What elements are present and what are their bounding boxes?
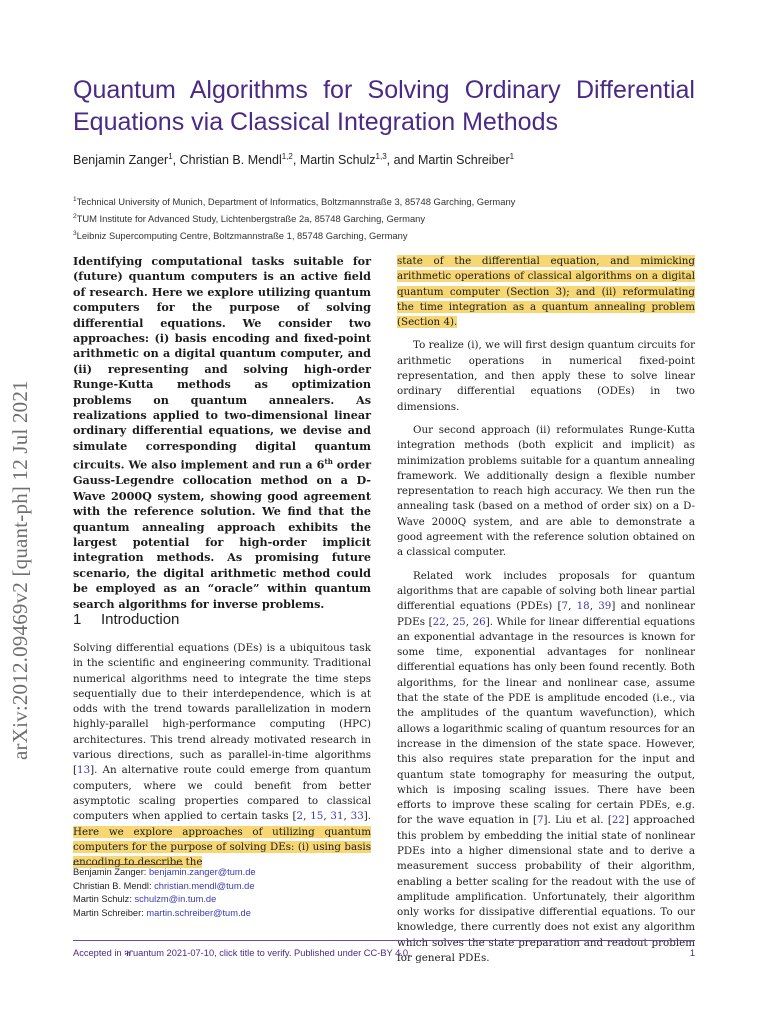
- email-owner: Martin Schreiber:: [73, 907, 144, 918]
- body-paragraph: Related work includes proposals for quantum algorithms that are capable of solving both linear partial differential equations (PDEs) [7, 18, 39] and nonlinear PDEs [22, 25, 26]. While for linear differential equations an exponential advantage in the resources is known for some time, exponential advantages for nonlinear differential equations has only been found recently. Both algorithms, for the linear and nonlinear case, assume that the state of the PDE is amplitude encoded (i.e., via the amplitudes of the quantum wavefunction), which allows a logarithmic scaling of quantum resources for an increase in the dimension of the state space. However, this also requires state preparation for the input and quantum state tomography for measuring the output, which is imposing scaling issues. There have been efforts to improve these scaling for certain PDEs, e.g. for the wave equation in [7]. Liu et al. [22] approached this problem by embedding the initial state of nonlinear PDEs into a higher dimensional state and to derive a measurement success probability of their algorithm, enabling a better scaling for the readout with the use of amplitude amplification. Unfortunately, their algorithm only works for dissipative differential equations. To our knowledge, there currently does not exist any algorithm which solves the state preparation and readout problem for general PDEs.: [397, 569, 696, 965]
- abstract-text: Identifying computational tasks suitable for (future) quantum computers is an active field of research. Here we explore utilizing quantum computers for the purpose of solving differential equations. We consider two approaches: (i) basis encoding and fixed-point arithmetic on a digital quantum computer, and (ii) representing and solving high-order Runge-Kutta methods as optimization problems on quantum annealers. As realizations applied to two-dimensional linear ordinary differential equations, we devise and simulate corresponding digital quantum circuits. We also implement and run a 6: [73, 254, 371, 473]
- email-line: [73, 893, 371, 907]
- author-affil-sup: 1: [509, 152, 515, 161]
- highlighted-text: Here we explore approaches of utilizing quantum computers for the purpose of solving DEs: (i) using basis encoding to describe the: [73, 825, 371, 869]
- section-title: Introduction: [101, 611, 180, 628]
- author-affil-sup: 1,2: [281, 152, 293, 161]
- abstract-text-cont: order Gauss-Legendre collocation method on a D-Wave 2000Q system, showing good agreement with the reference solution. We find that the quantum annealing approach exhibits the largest potential for high-order implicit integration methods. As promising future scenario, the digital arithmetic method could be employed as an “oracle” within quantum search algorithms for inverse problems.: [73, 458, 371, 611]
- citation-link[interactable]: 7: [536, 814, 544, 827]
- email-link[interactable]: martin.schreiber@tum.de: [146, 907, 251, 918]
- email-link[interactable]: christian.mendl@tum.de: [154, 880, 255, 891]
- section-heading: [73, 611, 371, 628]
- page-number: 1: [689, 948, 695, 958]
- affiliation-line: [73, 209, 695, 226]
- citation-link[interactable]: 39: [598, 600, 612, 613]
- email-link[interactable]: benjamin.zanger@tum.de: [148, 867, 256, 877]
- author-affil-sup: 1,3: [375, 152, 387, 161]
- body-text: Solving differential equations (DEs) is a ubiquitous task in the scientific and engineering community. Traditional numerical algorithms need to integrate the time steps sequentially due to their interdependence, which is at odds with the trend towards parallelization in modern highly-parallel high-performance computing (HPC) architectures. This trend already motivated research in various directions, such as parallel-in-time algorithms [: [73, 642, 371, 777]
- citation-link[interactable]: 22: [611, 814, 625, 827]
- email-owner: Benjamin Zanger:: [73, 867, 147, 877]
- footnote-rule: [73, 864, 183, 865]
- affil-sup: 1: [73, 196, 77, 203]
- affiliations: [73, 192, 695, 243]
- arxiv-identifier: arXiv:2012.09469v2 [quant-ph] 12 Jul 2021: [8, 380, 32, 760]
- body-text: ]. Liu et al. [: [543, 814, 612, 827]
- citation-link[interactable]: 25: [452, 615, 466, 628]
- paper-title[interactable]: Quantum Algorithms for Solving Ordinary Differential Equations via Classical Integration Methods: [73, 76, 695, 136]
- author-name: Martin Schulz: [299, 153, 376, 168]
- footer-rule: [73, 940, 695, 941]
- abstract-sup: th: [324, 457, 333, 467]
- citation-link[interactable]: 26: [472, 615, 486, 628]
- intro-paragraph: Solving differential equations (DEs) is a ubiquitous task in the scientific and engineering community. Traditional numerical algorithms need to integrate the time steps sequentially due to their interdependence, which is at odds with the trend towards parallelization in modern highly-parallel high-performance computing (HPC) architectures. This trend already motivated research in various directions, such as parallel-in-time algorithms [13]. An alternative route could emerge from quantum computers, where we could benefit from better asymptotic scaling properties compared to classical computers when applied to certain tasks [2, 15, 31, 33]. Here we explore approaches of utilizing quantum computers for the purpose of solving DEs: (i) using basis encoding to describe the: [73, 642, 372, 869]
- body-text: ]. An alternative route could emerge from quantum computers, where we could benefit from better asymptotic scaling properties compared to classical computers when applied to certain tasks [: [73, 764, 371, 823]
- body-text: ] and nonlinear PDEs [: [397, 600, 696, 628]
- affiliation-line: [73, 192, 695, 209]
- email-link[interactable]: schulzm@in.tum.de: [134, 894, 217, 904]
- citation-link[interactable]: 18: [576, 600, 590, 613]
- highlighted-text: state of the differential equation, and mimicking arithmetic operations of classical algorithms on a digital quantum computer (Section 3); and (ii) reformulating the time integration as a quantum annealing problem (Section 4).: [397, 255, 695, 329]
- citation-link[interactable]: 13: [77, 764, 91, 777]
- body-text: Related work includes proposals for quantum algorithms that are capable of solving both linear partial differential equations (PDEs) [: [397, 569, 695, 613]
- continued-paragraph: [397, 254, 695, 330]
- citation-link[interactable]: 33: [350, 810, 364, 823]
- affiliation-line: [73, 226, 695, 243]
- citation-link[interactable]: 7: [561, 600, 569, 613]
- affil-text: Technical University of Munich, Department of Informatics, Boltzmannstraße 3, 85748 Garching, Germany: [76, 196, 516, 208]
- author-name: Christian B. Mendl: [179, 153, 282, 168]
- body-paragraph: To realize (i), we will first design quantum circuits for arithmetic operations in numerical fixed-point representation, and then apply these to solve linear ordinary differential equations (ODEs) in two dimensions.: [397, 339, 695, 413]
- citation-link[interactable]: 15: [310, 810, 324, 823]
- author-affil-sup: 1: [168, 152, 173, 161]
- body-text: ]. While for linear differential equations an exponential advantage in the resources is known for some time, exponential advantages for nonlinear differential equations has only been found recently. Both algorithms, for the linear and nonlinear case, assume that the state of the PDE is amplitude encoded (i.e., via the amplitudes of the quantum wavefunction), which allows a logarithmic scaling of quantum resources for an increase in the dimension of the state space. However, this also requires state preparation for the input and quantum state tomography for measuring the output, which is imposing scaling issues. There have been efforts to improve these scaling for certain PDEs, e.g. for the wave equation in [: [397, 615, 695, 827]
- email-owner: Christian B. Mendl:: [73, 880, 152, 891]
- affil-text: Leibniz Supercomputing Centre, Boltzmannstraße 1, 85748 Garching, Germany: [76, 230, 408, 242]
- citation-link[interactable]: 22: [432, 615, 446, 628]
- affil-sup: 2: [73, 213, 77, 221]
- journal-footer-link[interactable]: Accepted in ⶰuantum 2021-07-10, click title to verify. Published under CC-BY 4.0.: [73, 948, 411, 958]
- author-emails: [73, 866, 371, 920]
- section-number: 1: [73, 611, 82, 628]
- affil-sup: 3: [73, 230, 77, 238]
- body-text: ].: [363, 810, 372, 823]
- abstract: [73, 254, 371, 612]
- citation-link[interactable]: 2: [296, 810, 304, 823]
- email-line: [73, 907, 371, 921]
- body-paragraph: Our second approach (ii) reformulates Runge-Kutta integration methods (both explicit and implicit) as minimization problems suitable for a quantum annealing framework. We additionally design a flexible number representation to reach high accuracy. We then run the annealing task (based on a method of order six) on a D-Wave 2000Q system, and are able to demonstrate a good agreement with the reference solution obtained on a classical computer.: [397, 423, 695, 559]
- email-line: [73, 866, 371, 880]
- email-line: [73, 880, 371, 894]
- author-name: Martin Schreiber: [417, 153, 510, 168]
- body-text: ] approached this problem by embedding the initial state of nonlinear PDEs into a higher dimensional state and to derive a measurement success probability of their algorithm, enabling a better scaling for the readout with the use of amplitude amplification. Unfortunately, their algorithm only works for dissipative differential equations. To our knowledge, there currently does not exist any algorithm which solves the state preparation and readout problem for general PDEs.: [397, 814, 695, 965]
- right-column: [397, 254, 695, 974]
- citation-link[interactable]: 31: [330, 810, 344, 823]
- author-name: Benjamin Zanger: [73, 153, 169, 168]
- author-list: Benjamin Zanger$^1$, Christian B. Mendl$^{1,2}$, Martin Schulz$^{1,3}$, and Martin Schreiber$^1$: [73, 152, 515, 168]
- email-owner: Martin Schulz:: [73, 894, 132, 904]
- affil-text: TUM Institute for Advanced Study, Lichtenbergstraße 2a, 85748 Garching, Germany: [76, 213, 426, 225]
